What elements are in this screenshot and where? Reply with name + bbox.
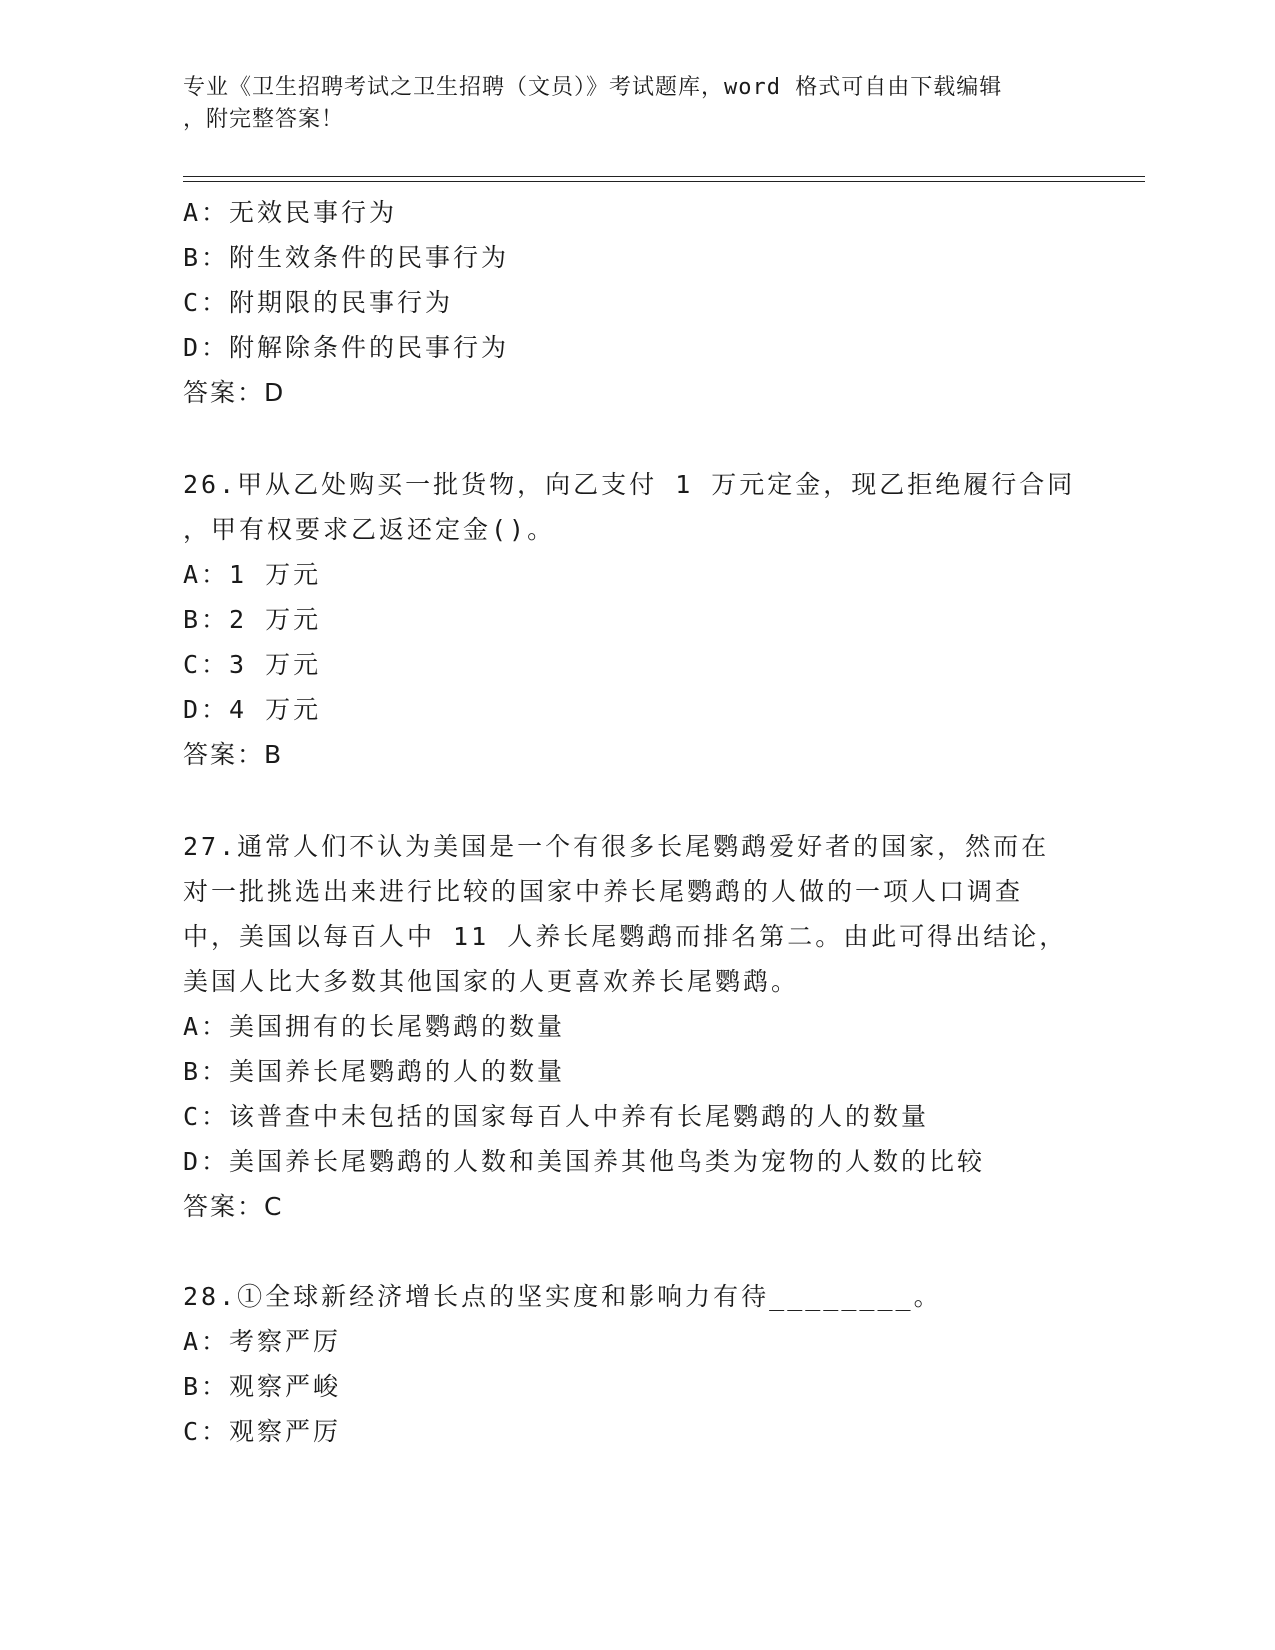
question-27 bbox=[183, 824, 1083, 1229]
option-d: D：附解除条件的民事行为 bbox=[183, 333, 510, 362]
answer-line: 答案：C bbox=[183, 1192, 284, 1221]
spacer bbox=[183, 777, 1083, 824]
option-a: A：1 万元 bbox=[183, 560, 322, 589]
question-stem-line: 美国人比大多数其他国家的人更喜欢养长尾鹦鹉。 bbox=[183, 967, 800, 996]
option-b: B：美国养长尾鹦鹉的人的数量 bbox=[183, 1057, 566, 1086]
option-b: B：附生效条件的民事行为 bbox=[183, 243, 510, 272]
header-line-2: ，附完整答案！ bbox=[183, 107, 345, 132]
option-c: C：观察严厉 bbox=[183, 1417, 342, 1446]
question-28 bbox=[183, 1274, 1083, 1454]
spacer bbox=[183, 1229, 1083, 1274]
option-a: A：无效民事行为 bbox=[183, 198, 398, 227]
question-stem-line: 27.通常人们不认为美国是一个有很多长尾鹦鹉爱好者的国家，然而在 bbox=[183, 832, 1050, 861]
option-d: D：4 万元 bbox=[183, 695, 322, 724]
header-divider-bottom bbox=[183, 181, 1145, 182]
document-header bbox=[183, 72, 1063, 136]
question-stem-line: 中，美国以每百人中 11 人养长尾鹦鹉而排名第二。由此可得出结论， bbox=[183, 922, 1068, 951]
question-stem-line: 对一批挑选出来进行比较的国家中养长尾鹦鹉的人做的一项人口调查 bbox=[183, 877, 1024, 906]
answer-line: 答案：B bbox=[183, 740, 284, 769]
question-stem-line: ，甲有权要求乙返还定金()。 bbox=[183, 515, 556, 544]
question-stem-line: 26.甲从乙处购买一批货物，向乙支付 1 万元定金，现乙拒绝履行合同 bbox=[183, 470, 1076, 499]
option-a: A：考察严厉 bbox=[183, 1327, 342, 1356]
question-26 bbox=[183, 462, 1083, 777]
option-a: A：美国拥有的长尾鹦鹉的数量 bbox=[183, 1012, 566, 1041]
question-list bbox=[183, 190, 1083, 1454]
header-line-1: 专业《卫生招聘考试之卫生招聘（文员）》考试题库，word 格式可自由下载编辑 bbox=[183, 75, 1003, 100]
question-25 bbox=[183, 190, 1083, 415]
spacer bbox=[183, 415, 1083, 462]
option-c: C：3 万元 bbox=[183, 650, 322, 679]
option-b: B：2 万元 bbox=[183, 605, 322, 634]
option-b: B：观察严峻 bbox=[183, 1372, 342, 1401]
answer-line: 答案：D bbox=[183, 378, 286, 407]
header-divider-top bbox=[183, 176, 1145, 177]
question-stem-line: 28.①全球新经济增长点的坚实度和影响力有待________。 bbox=[183, 1282, 942, 1311]
option-d: D：美国养长尾鹦鹉的人数和美国养其他鸟类为宠物的人数的比较 bbox=[183, 1147, 986, 1176]
option-c: C：该普查中未包括的国家每百人中养有长尾鹦鹉的人的数量 bbox=[183, 1102, 930, 1131]
option-c: C：附期限的民事行为 bbox=[183, 288, 454, 317]
